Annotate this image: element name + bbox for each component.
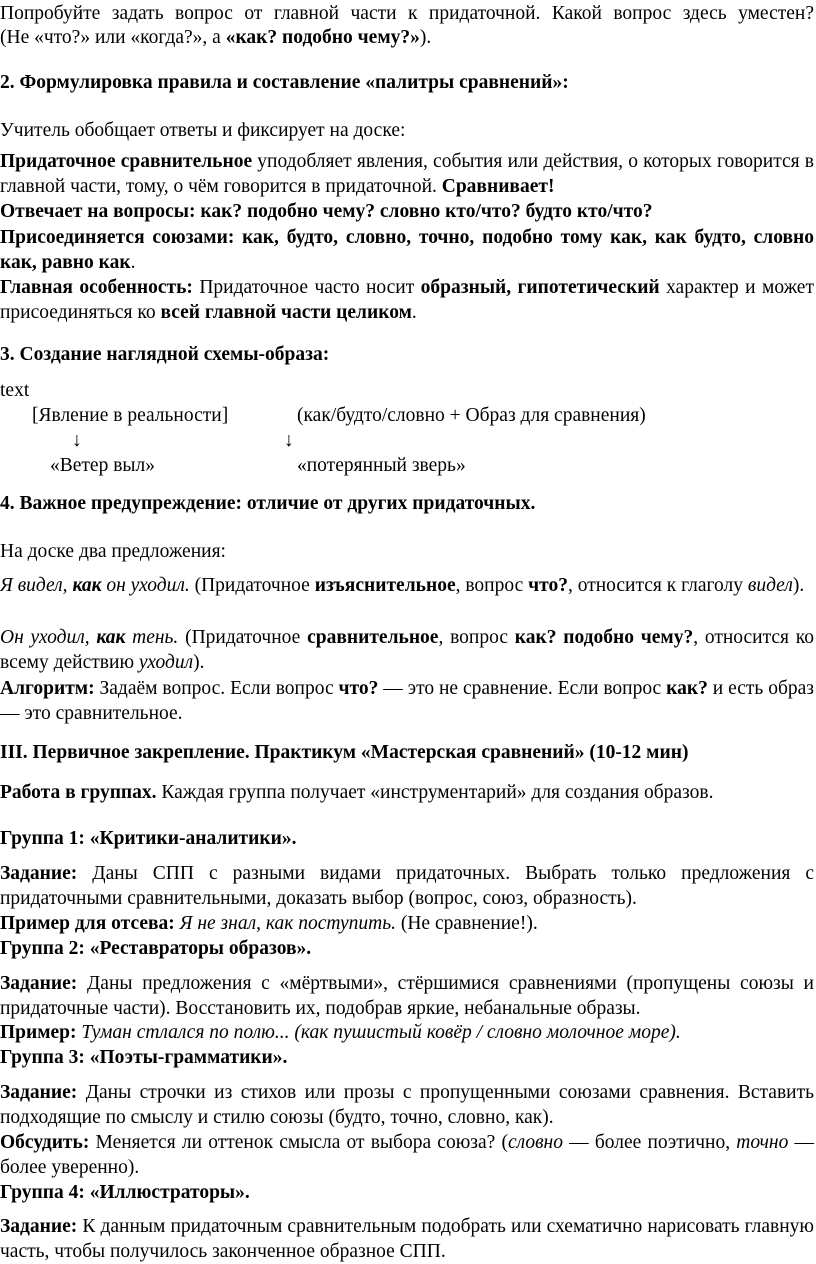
- algorithm: Алгоритм: Задаём вопрос. Если вопрос что? — это не сравнение. Если вопрос как? и есть образ — это сравнительное.: [0, 678, 814, 724]
- example-sentence-1: Я видел, как он уходил. (Придаточное изъяснительное, вопрос что?, относится к глаголу видел).: [0, 575, 805, 596]
- group-2-task: Задание: Даны предложения с «мёртвыми», стёршимися сравнениями (пропущены союзы и придаточные части). Восстановить их, подобрав яркие, небанальные образы.: [0, 973, 814, 1019]
- group-2-title: Группа 2: «Реставраторы образов».: [0, 938, 312, 959]
- group-3-discuss: Обсудить: Меняется ли оттенок смысла от выбора союза? (словно — более поэтично, точно — более уверенно).: [0, 1132, 815, 1178]
- group-4-title: Группа 4: «Иллюстраторы».: [0, 1182, 250, 1203]
- section-heading-2: 2. Формулировка правила и составление «палитры сравнений»:: [0, 72, 569, 93]
- arrow-down-icon: ↓: [284, 430, 294, 451]
- group-3-title: Группа 3: «Поэты-грамматики».: [0, 1047, 288, 1068]
- group-1-task: Задание: Даны СПП с разными видами придаточных. Выбрать только предложения с придаточными сравнительными, доказать выбор (вопрос, союз, образность).: [0, 863, 814, 909]
- group-1-example: Пример для отсева: Я не знал, как поступить. (Не сравнение!).: [0, 913, 538, 934]
- scheme-right-top: (как/будто/словно + Образ для сравнения): [297, 405, 646, 426]
- groups-intro: Работа в группах. Каждая группа получает «инструментарий» для создания образов.: [0, 782, 714, 803]
- group-2-example: Пример: Туман стлался по полю... (как пушистый ковёр / словно молочное море).: [0, 1022, 681, 1043]
- intro-line-1: Попробуйте задать вопрос от главной части к придаточной. Какой вопрос здесь уместен?: [0, 3, 814, 24]
- section-heading-iii: III. Первичное закрепление. Практикум «Мастерская сравнений» (10-12 мин): [0, 742, 689, 763]
- section-heading-4: 4. Важное предупреждение: отличие от других придаточных.: [0, 493, 536, 514]
- section-heading-3: 3. Создание наглядной схемы-образа:: [0, 344, 330, 365]
- board-note: На доске два предложения:: [0, 541, 226, 562]
- scheme-code-label: text: [0, 380, 30, 401]
- group-3-task: Задание: Даны строчки из стихов или прозы с пропущенными союзами сравнения. Вставить подходящие по смыслу и стилю союзы (будто, точно, словно, как).: [0, 1082, 814, 1128]
- intro-line-2: (Не «что?» или «когда?», а «как? подобно чему?»).: [0, 27, 432, 48]
- group-1-title: Группа 1: «Критики-аналитики».: [0, 828, 297, 849]
- teacher-note: Учитель обобщает ответы и фиксирует на доске:: [0, 120, 406, 141]
- rule-conjunctions: Присоединяется союзами: как, будто, словно, точно, подобно тому как, как будто, словно как, равно как.: [0, 227, 814, 273]
- rule-main-feature: Главная особенность: Придаточное часто носит образный, гипотетический характер и может присоединяться ко всей главной части целиком.: [0, 277, 814, 323]
- arrow-down-icon: ↓: [72, 430, 82, 451]
- scheme-left-bottom: «Ветер выл»: [50, 455, 156, 476]
- rule-questions: Отвечает на вопросы: как? подобно чему? словно кто/что? будто кто/что?: [0, 201, 653, 222]
- scheme-left-top: [Явление в реальности]: [32, 405, 229, 426]
- group-4-task: Задание: К данным придаточным сравнительным подобрать или схематично нарисовать главную часть, чтобы получилось законченное образное СПП.: [0, 1216, 814, 1262]
- example-sentence-2: Он уходил, как тень. (Придаточное сравнительное, вопрос как? подобно чему?, относится ко всему действию уходил).: [0, 627, 815, 673]
- rule-definition: Придаточное сравнительное уподобляет явления, события или действия, о которых говорится в главной части, тому, о чём говорится в придаточной. Сравнивает!: [0, 151, 814, 197]
- scheme-right-bottom: «потерянный зверь»: [297, 455, 466, 476]
